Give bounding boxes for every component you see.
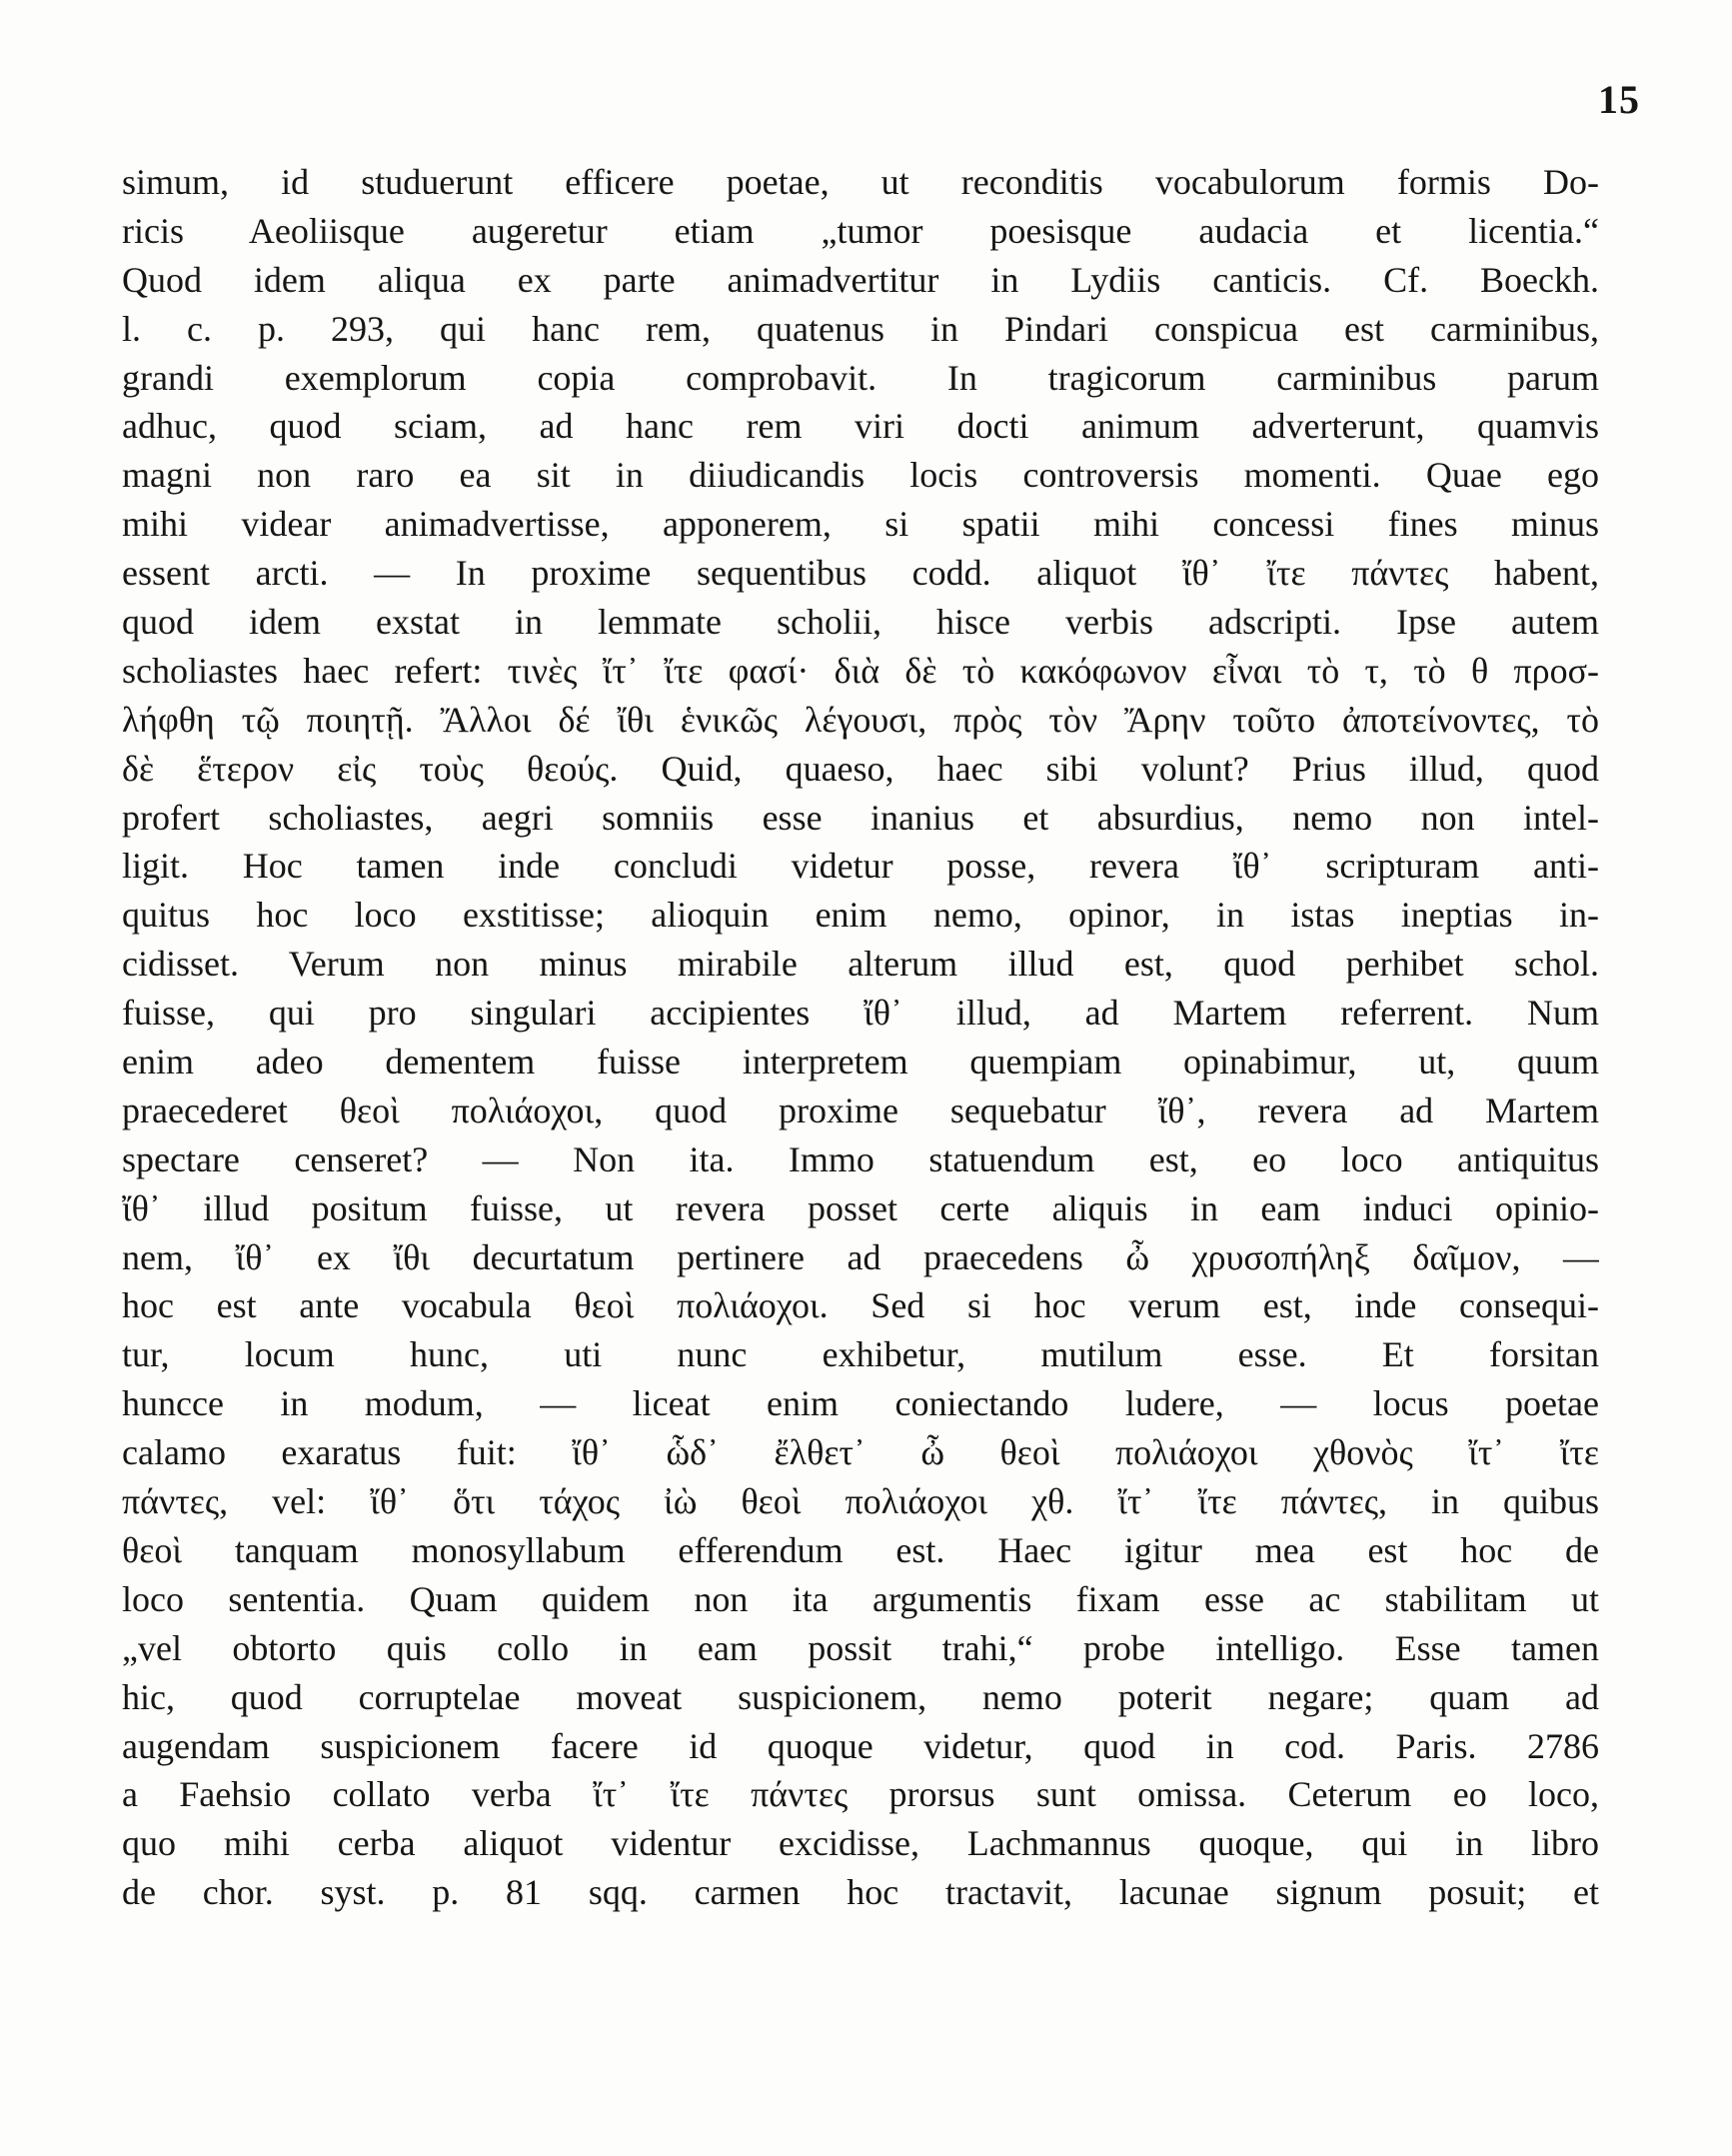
text-line: calamo exaratus fuit: ἴθ᾽ ὧδ᾽ ἔλθετ᾽ ὦ θεοὶ πολιάοχοι χθονὸς ἴτ᾽ ἴτε <box>122 1432 1599 1473</box>
text-line: nem, ἴθ᾽ ex ἴθι decurtatum pertinere ad praecedens ὦ χρυσοπήληξ δαῖμον, — <box>122 1236 1599 1277</box>
text-line: magni non raro ea sit in diiudicandis locis controversis momenti. Quae ego <box>122 455 1599 496</box>
text-line: δὲ ἕτερον εἰς τοὺς θεούς. Quid, quaeso, haec sibi volunt? Prius illud, quod <box>122 748 1599 789</box>
text-line: simum, id studuerunt efficere poetae, ut reconditis vocabulorum formis Do- <box>122 162 1599 202</box>
text-line: fuisse, qui pro singulari accipientes ἴθ᾽ illud, ad Martem referrent. Num <box>122 993 1599 1034</box>
text-line: cidisset. Verum non minus mirabile alterum illud est, quod perhibet schol. <box>122 944 1599 985</box>
text-line: augendam suspicionem facere id quoque videtur, quod in cod. Paris. 2786 <box>122 1725 1599 1766</box>
text-line: quitus hoc loco exstitisse; alioquin enim nemo, opinor, in istas ineptias in- <box>122 895 1599 936</box>
text-line: mihi videar animadvertisse, apponerem, si spatii mihi concessi fines minus <box>122 504 1599 545</box>
text-line: loco sententia. Quam quidem non ita argumentis fixam esse ac stabilitam ut <box>122 1578 1599 1619</box>
text-line: profert scholiastes, aegri somniis esse inanius et absurdius, nemo non intel- <box>122 797 1599 838</box>
text-line: hoc est ante vocabula θεοὶ πολιάοχοι. Sed si hoc verum est, inde consequi- <box>122 1285 1599 1326</box>
page-number: 15 <box>1598 77 1640 122</box>
text-line: tur, locum hunc, uti nunc exhibetur, mutilum esse. Et forsitan <box>122 1334 1599 1375</box>
text-line: ligit. Hoc tamen inde concludi videtur posse, revera ἴθ᾽ scripturam anti- <box>122 846 1599 887</box>
body-text <box>122 158 1599 1917</box>
text-line: ἴθ᾽ illud positum fuisse, ut revera posset certe aliquis in eam induci opinio- <box>122 1187 1599 1228</box>
text-line: praecederet θεοὶ πολιάοχοι, quod proxime sequebatur ἴθ᾽, revera ad Martem <box>122 1089 1599 1130</box>
text-line: quo mihi cerba aliquot videntur excidisse, Lachmannus quoque, qui in libro <box>122 1823 1599 1864</box>
text-line: „vel obtorto quis collo in eam possit trahi,“ probe intelligo. Esse tamen <box>122 1627 1599 1668</box>
text-line: λήφθη τῷ ποιητῇ. Ἄλλοι δέ ἴθι ἑνικῶς λέγουσι, πρὸς τὸν Ἄρην τοῦτο ἀποτείνοντες, τὸ <box>122 699 1599 740</box>
text-line: quod idem exstat in lemmate scholii, hisce verbis adscripti. Ipse autem <box>122 602 1599 643</box>
text-line: a Faehsio collato verba ἴτ᾽ ἴτε πάντες prorsus sunt omissa. Ceterum eo loco, <box>122 1774 1599 1815</box>
text-line: enim adeo dementem fuisse interpretem quempiam opinabimur, ut, quum <box>122 1042 1599 1082</box>
text-line: ricis Aeoliisque augeretur etiam „tumor poesisque audacia et licentia.“ <box>122 210 1599 251</box>
text-line: Quod idem aliqua ex parte animadvertitur in Lydiis canticis. Cf. Boeckh. <box>122 259 1599 300</box>
text-line: essent arcti. — In proxime sequentibus codd. aliquot ἴθ᾽ ἴτε πάντες habent, <box>122 553 1599 594</box>
text-line: huncce in modum, — liceat enim coniectando ludere, — locus poetae <box>122 1383 1599 1424</box>
text-line: adhuc, quod sciam, ad hanc rem viri docti animum adverterunt, quamvis <box>122 406 1599 447</box>
text-line: de chor. syst. p. 81 sqq. carmen hoc tractavit, lacunae signum posuit; et <box>122 1872 1599 1913</box>
text-line: l. c. p. 293, qui hanc rem, quatenus in Pindari conspicua est carminibus, <box>122 308 1599 349</box>
text-line: hic, quod corruptelae moveat suspicionem, nemo poterit negare; quam ad <box>122 1676 1599 1717</box>
text-line: scholiastes haec refert: τινὲς ἴτ᾽ ἴτε φασί· διὰ δὲ τὸ κακόφωνον εἶναι τὸ τ, τὸ θ προσ- <box>122 650 1599 691</box>
text-line: θεοὶ tanquam monosyllabum efferendum est. Haec igitur mea est hoc de <box>122 1529 1599 1570</box>
text-line: spectare censeret? — Non ita. Immo statuendum est, eo loco antiquitus <box>122 1138 1599 1179</box>
text-line: πάντες, vel: ἴθ᾽ ὅτι τάχος ἰὼ θεοὶ πολιάοχοι χθ. ἴτ᾽ ἴτε πάντες, in quibus <box>122 1481 1599 1522</box>
text-line: grandi exemplorum copia comprobavit. In tragicorum carminibus parum <box>122 357 1599 398</box>
